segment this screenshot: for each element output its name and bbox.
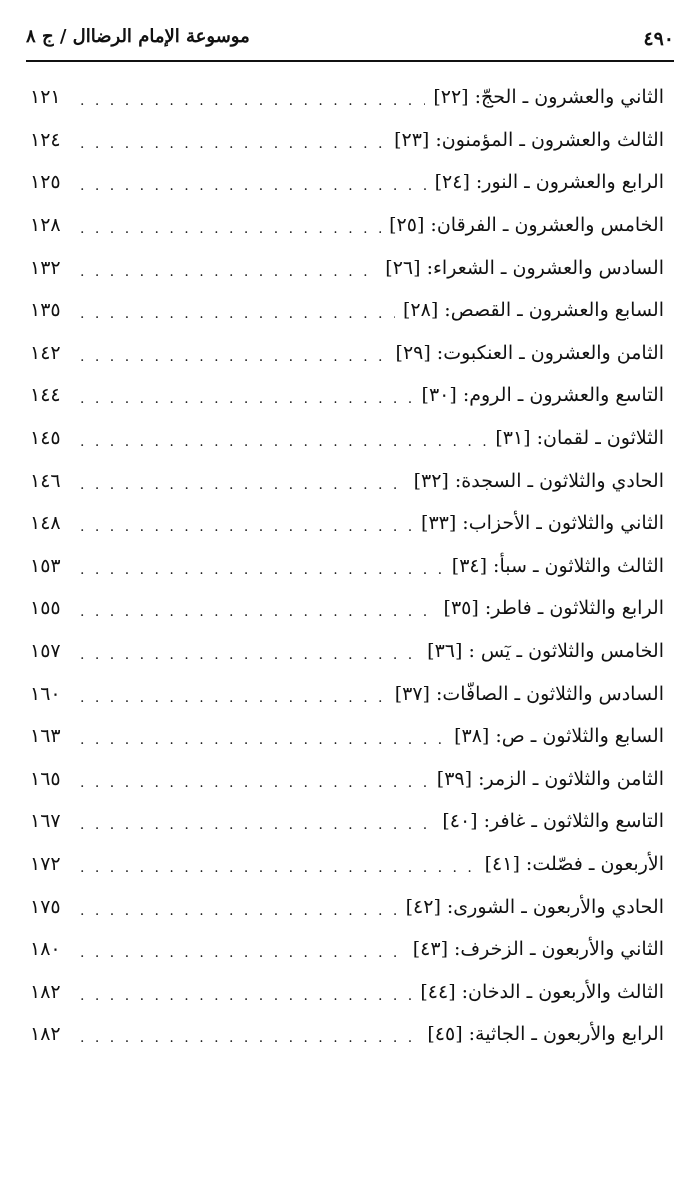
toc-entry [30, 289, 664, 332]
toc-entry-page: ١٨٢ [30, 1023, 61, 1046]
toc-entry-page: ١٧٢ [30, 852, 61, 875]
toc-entry [30, 970, 664, 1013]
toc-entry-title: الثاني والثلاثون ـ الأحزاب: [٣٣] [421, 512, 664, 535]
toc-entry-page: ١٤٤ [30, 384, 61, 407]
toc-entry [30, 800, 664, 843]
dot-leader [80, 597, 436, 619]
dot-leader [80, 299, 395, 321]
toc-entry-title: الثاني والأربعون ـ الزخرف: [٤٣] [412, 938, 664, 961]
toc-entry-page: ١٣٢ [30, 256, 61, 279]
dot-leader [80, 512, 413, 534]
toc-entry-title: الخامس والثلاثون ـ يٓس : [٣٦] [427, 640, 664, 663]
toc-entry-title: الثالث والعشرون ـ المؤمنون: [٢٣] [394, 128, 664, 151]
toc-entry [30, 587, 664, 630]
toc-entry-title: الرابع والأربعون ـ الجاثية: [٤٥] [427, 1023, 664, 1046]
toc-entry-page: ١٨٢ [30, 980, 61, 1003]
toc-entry-page: ١٢٤ [30, 128, 61, 151]
toc-entry [30, 161, 664, 204]
dot-leader [80, 214, 381, 236]
toc-entry-page: ١٧٥ [30, 895, 61, 918]
toc-entry [30, 843, 664, 886]
book-title: موسوعة الإمام الرضاال‌ / ج ٨ [26, 26, 250, 47]
toc-entry-page: ١٤٢ [30, 341, 61, 364]
page-number: ٤٩٠ [643, 28, 674, 50]
dot-leader [80, 129, 386, 151]
toc-entry-title: الخامس والعشرون ـ الفرقان: [٢٥] [389, 214, 664, 237]
toc-entry-page: ١٨٠ [30, 938, 61, 961]
toc-entry-title: الثالث والأربعون ـ الدخان: [٤٤] [420, 980, 664, 1003]
toc-entry-page: ١٤٨ [30, 512, 61, 535]
toc-entry-title: الأربعون ـ فصّلت: [٤١] [484, 852, 664, 875]
dot-leader [80, 896, 398, 918]
dot-leader [80, 1023, 419, 1045]
toc-entry [30, 1013, 664, 1056]
toc-entry-title: السابع والثلاثون ـ ص: [٣٨] [454, 725, 664, 748]
dot-leader [80, 555, 444, 577]
toc-entry [30, 417, 664, 460]
toc-entry [30, 928, 664, 971]
toc-entry [30, 459, 664, 502]
toc-entry [30, 885, 664, 928]
toc-entry-page: ١٣٥ [30, 299, 61, 322]
toc-entry-title: الثالث والثلاثون ـ سبأ: [٣٤] [451, 554, 664, 577]
dot-leader [80, 981, 412, 1003]
dot-leader [80, 768, 429, 790]
toc-entry-title: السادس والثلاثون ـ الصافّات: [٣٧] [394, 682, 664, 705]
dot-leader [80, 640, 419, 662]
toc-entry-page: ١٤٦ [30, 469, 61, 492]
dot-leader [80, 342, 388, 364]
running-header [26, 22, 674, 62]
toc-entry [30, 545, 664, 588]
toc-entry-page: ١٥٣ [30, 554, 61, 577]
toc-entry [30, 246, 664, 289]
dot-leader [80, 725, 446, 747]
toc-entry-title: التاسع والثلاثون ـ غافر: [٤٠] [442, 810, 664, 833]
toc-entry [30, 119, 664, 162]
toc-entry-title: الثامن والعشرون ـ العنكبوت: [٢٩] [395, 341, 664, 364]
toc-entry [30, 332, 664, 375]
toc-entry-title: الثامن والثلاثون ـ الزمر: [٣٩] [436, 767, 664, 790]
toc-entry-title: الرابع والثلاثون ـ فاطر: [٣٥] [443, 597, 664, 620]
dot-leader [80, 86, 425, 108]
toc-entry-title: السابع والعشرون ـ القصص: [٢٨] [403, 299, 664, 322]
toc-entry [30, 76, 664, 119]
dot-leader [80, 938, 405, 960]
dot-leader [80, 257, 377, 279]
toc-entry-title: الحادي والثلاثون ـ السجدة: [٣٢] [413, 469, 664, 492]
toc-entry-title: الثلاثون ـ لقمان: [٣١] [495, 427, 664, 450]
toc-entry-page: ١٥٧ [30, 640, 61, 663]
dot-leader [80, 853, 477, 875]
toc-entry-page: ١٦٠ [30, 682, 61, 705]
toc-entry-page: ١٢٥ [30, 171, 61, 194]
dot-leader [80, 810, 434, 832]
toc-entry [30, 630, 664, 673]
dot-leader [80, 683, 387, 705]
toc-entry-page: ١٦٣ [30, 725, 61, 748]
toc-entry-title: السادس والعشرون ـ الشعراء: [٢٦] [385, 256, 664, 279]
toc-entry-title: الحادي والأربعون ـ الشورى: [٤٢] [405, 895, 664, 918]
table-of-contents [30, 76, 664, 1056]
toc-entry-page: ١٤٥ [30, 427, 61, 450]
toc-entry [30, 715, 664, 758]
dot-leader [80, 384, 414, 406]
toc-entry-page: ١٢٨ [30, 214, 61, 237]
toc-entry-page: ١٦٧ [30, 810, 61, 833]
dot-leader [80, 470, 406, 492]
toc-entry [30, 374, 664, 417]
toc-entry-title: الرابع والعشرون ـ النور: [٢٤] [434, 171, 664, 194]
toc-entry-page: ١٦٥ [30, 767, 61, 790]
toc-entry-title: الثاني والعشرون ـ الحجّ: [٢٢] [433, 86, 664, 109]
dot-leader [80, 171, 427, 193]
toc-entry [30, 758, 664, 801]
toc-entry-page: ١٢١ [30, 86, 61, 109]
toc-entry-page: ١٥٥ [30, 597, 61, 620]
toc-entry [30, 502, 664, 545]
dot-leader [80, 427, 487, 449]
toc-entry [30, 204, 664, 247]
toc-entry [30, 672, 664, 715]
toc-entry-title: التاسع والعشرون ـ الروم: [٣٠] [421, 384, 664, 407]
